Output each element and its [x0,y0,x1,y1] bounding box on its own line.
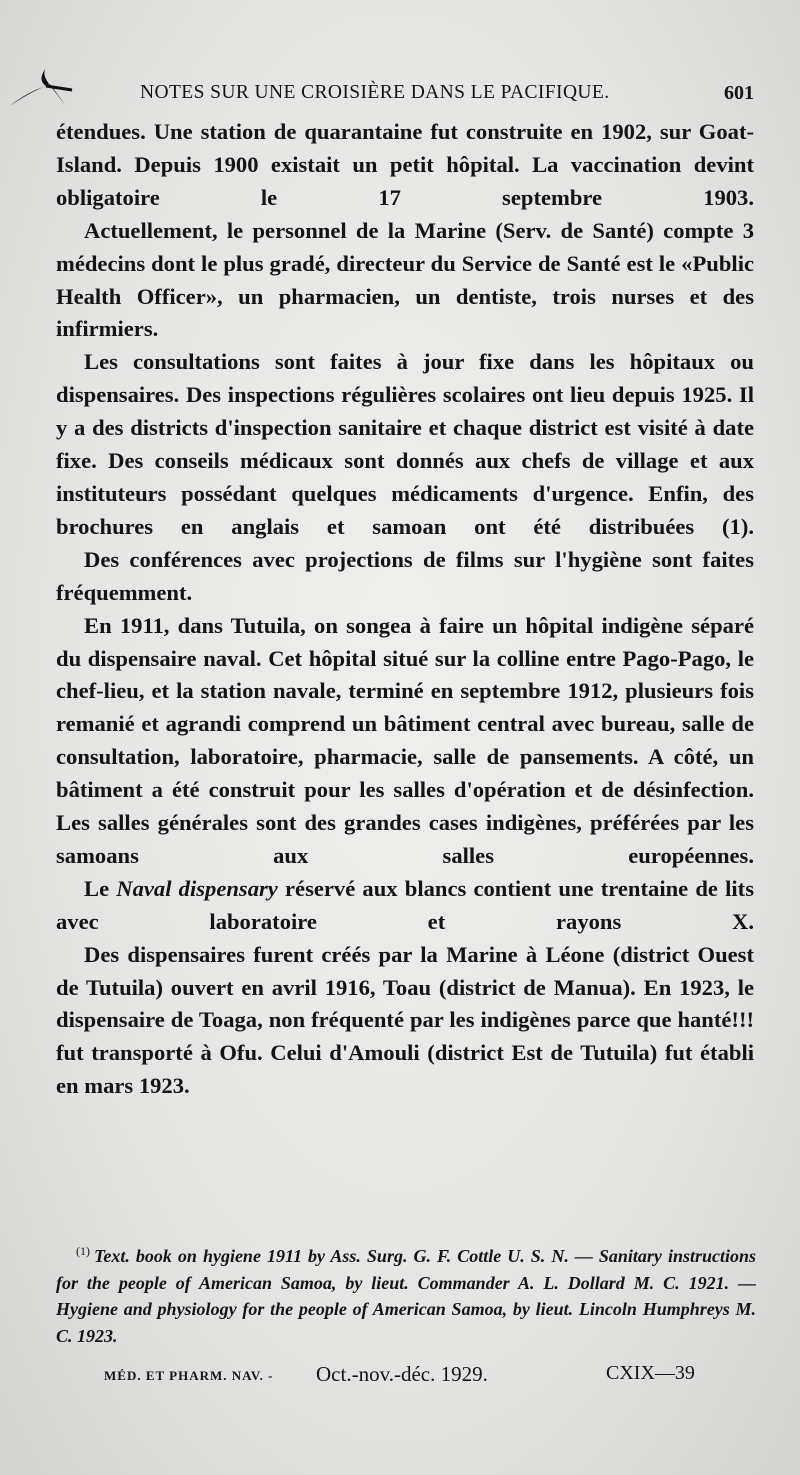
page-number: 601 [724,82,754,104]
page-header [0,78,800,112]
footnote-text: Text. book on hygiene 1911 by Ass. Surg. G. F. Cottle U. S. N. — Sanitary instructions for the people of American Samoa, by lieut. Commander A. L. Dollard M. C. 1921. — Hygiene and physiology for the people of American Samoa, by lieut. Lincoln Humphreys M. C. 1923. [56,1246,756,1346]
journal-abbreviation: MÉD. ET PHARM. NAV. - [104,1368,274,1383]
running-title: NOTES SUR UNE CROISIÈRE DANS LE PACIFIQUE. [140,82,610,103]
paragraph-4: Des conférences avec projections de films sur l'hygiène sont faites fréquemment. [56,546,754,605]
paragraph-2: Actuellement, le personnel de la Marine (Serv. de Santé) compte 3 médecins dont le plus gradé, directeur du Service de Santé est le «Public Health Officer», un pharmacien, un dentiste, trois nurses et des infirmiers. [56,217,754,342]
paragraph-naval [56,873,754,939]
naval-before: Le [84,875,117,901]
page-footer [0,1362,800,1390]
paragraph-5: En 1911, dans Tutuila, on songea à faire un hôpital indigène séparé du dispensaire naval. Cet hôpital situé sur la colline entre Pago-Pago, le chef-lieu, et la station navale, terminé en septembre 1912, plusieurs fois remanié et agrandi comprend un bâtiment central avec bureau, salle de consultation, laboratoire, pharmacie, salle de pansements. A côté, un bâtiment a été construit pour les salles d'opération et de désinfection. Les salles générales sont des grandes cases indigènes, préférées par les samoans aux salles européennes. [56,612,754,868]
naval-after: réservé aux blancs contient une trentaine de lits avec laboratoire et rayons X. [56,875,754,934]
naval-dispensary-term: Naval dispensary [116,875,278,901]
paragraph-3: Les consultations sont faites à jour fixe dans les hôpitaux ou dispensaires. Des inspections régulières scolaires ont lieu depuis 1925. Il y a des districts d'inspection sanitaire et chaque district est visité à date fixe. Des conseils médicaux sont donnés aux chefs de village et aux instituteurs possédant quelques médicaments d'urgence. Enfin, des brochures en anglais et samoan ont été distribuées (1). [56,349,754,539]
footnote-marker: (1) [76,1244,90,1258]
signature-mark: CXIX—39 [606,1362,695,1384]
body-text [56,116,754,1103]
issue-date: Oct.-nov.-déc. 1929. [316,1362,488,1386]
paragraph-1: étendues. Une station de quarantaine fut construite en 1902, sur Goat-Island. Depuis 1900 existait un petit hôpital. La vaccination devint obligatoire le 17 septembre 1903. [56,119,754,210]
footnote [56,1238,756,1349]
cross-mark-icon [6,66,76,110]
paragraph-final: Des dispensaires furent créés par la Marine à Léone (district Ouest de Tutuila) ouvert en avril 1916, Toau (district de Manua). En 1923, le dispensaire de Toaga, non fréquenté par les indigènes parce que hanté!!! fut transporté à Ofu. Celui d'Amouli (district Est de Tutuila) fut établi en mars 1923. [56,941,754,1099]
